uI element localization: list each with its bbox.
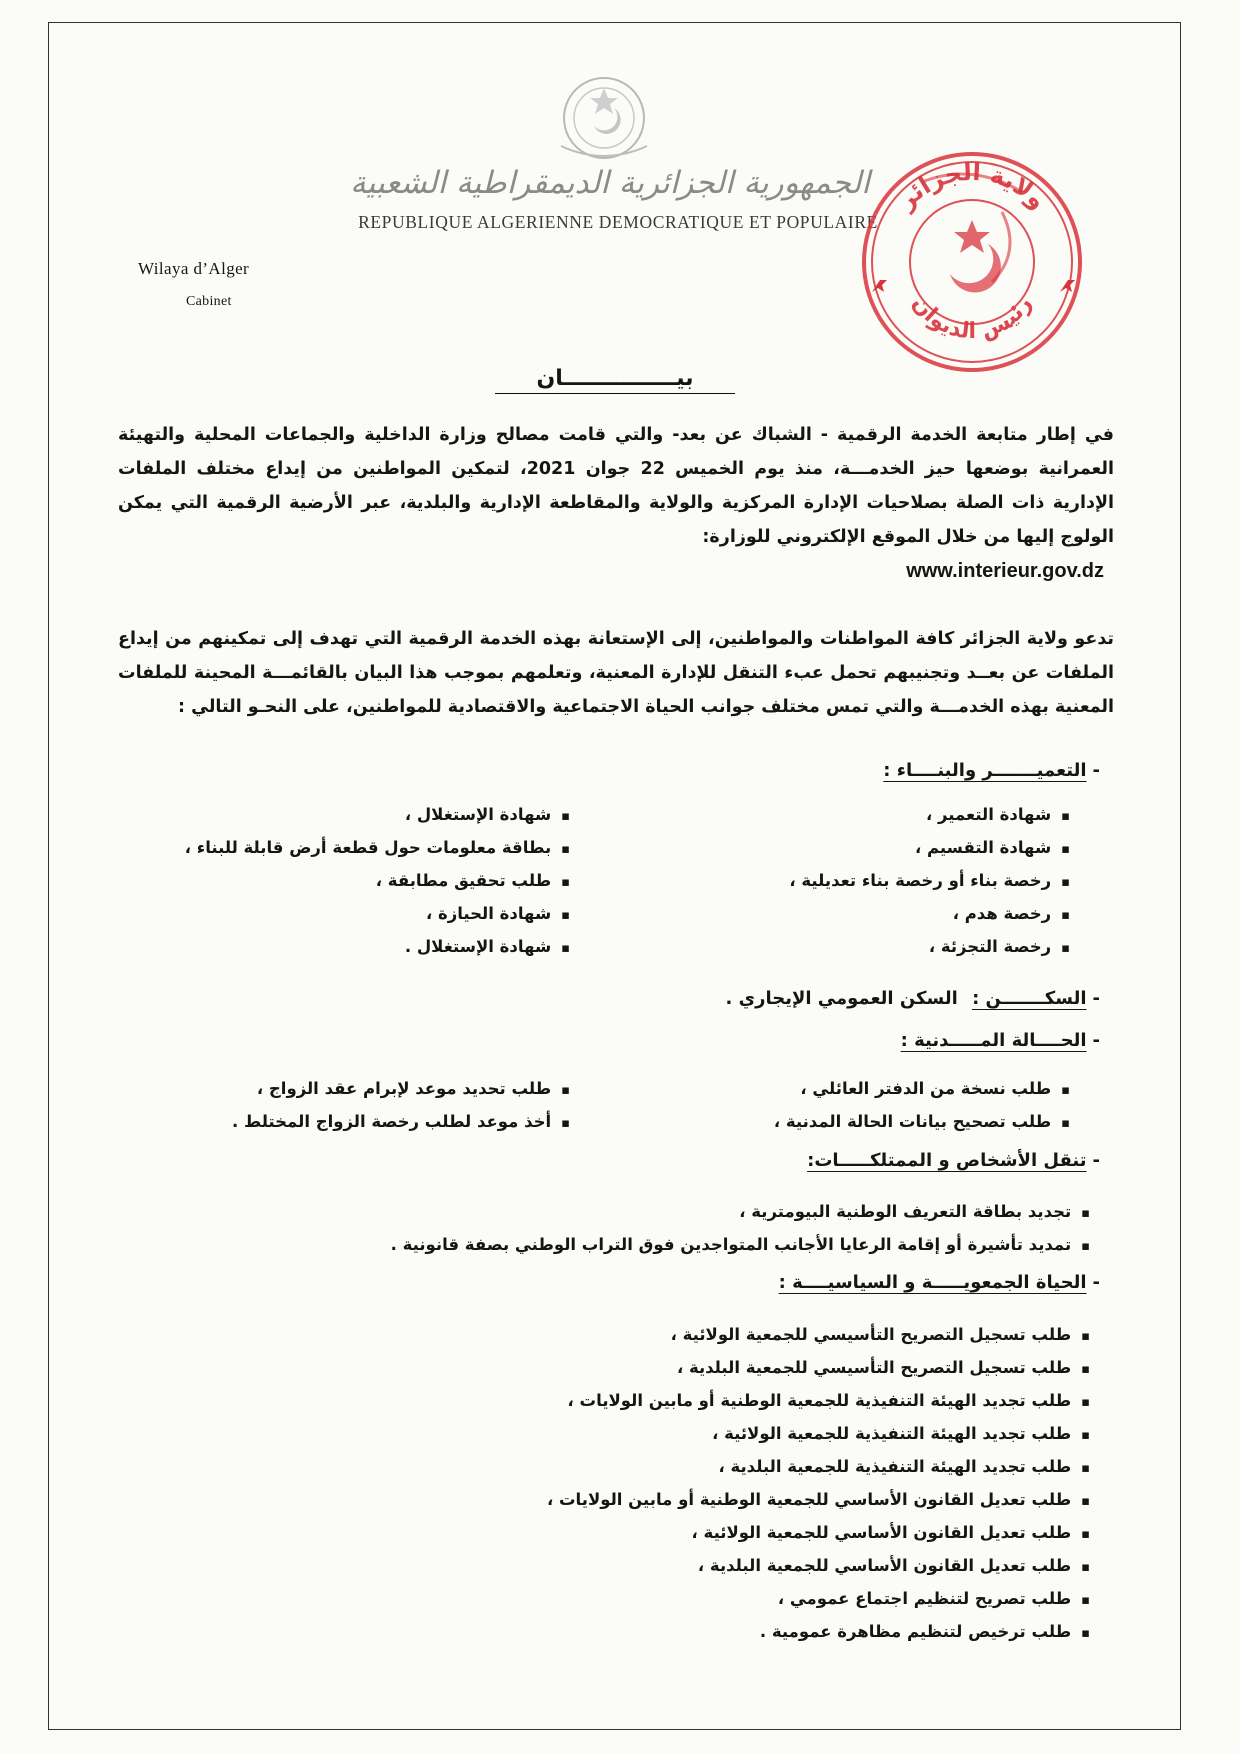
list-item: ▪ شهادة التعمير ، — [789, 798, 1070, 831]
list-item: ▪ شهادة الإستغلال ، — [185, 798, 570, 831]
stamp-top-text: ولاية الجزائر — [891, 157, 1053, 215]
associative-list — [547, 1318, 1090, 1648]
housing-text: السكن العمومي الإيجاري . — [725, 988, 958, 1009]
ministry-url[interactable]: www.interieur.gov.dz — [906, 560, 1104, 582]
wilaya-label: Wilaya d’Alger — [138, 259, 250, 278]
official-stamp — [852, 142, 1092, 382]
list-item: ▪ بطاقة معلومات حول قطعة أرض قابلة للبناء ، — [185, 831, 570, 864]
list-item: ▪ طلب تجديد الهيئة التنفيذية للجمعية الوطنية أو مابين الولايات ، — [547, 1384, 1090, 1417]
arabic-republic-title: الجمهورية الجزائرية الديمقراطية الشعبية — [350, 165, 870, 201]
list-item: ▪ شهادة الحيازة ، — [185, 897, 570, 930]
section-heading-movement: -تنقل الأشخاص و الممتلكـــــات: — [807, 1150, 1100, 1171]
intro-text: في إطار متابعة الخدمة الرقمية - الشباك عن بعد- والتي قامت مصالح وزارة الداخلية والجماعات المحلية والتهيئة العمرانية بوضعها حيز الخدمـــة، منذ يوم الخميس 22 جوان 2021، لتمكين المواطنين من إيداع مختلف الملفات الإدارية ذات الصلة بصلاحيات الإدارة المركزية والولاية والمقاطعة الإدارية والبلدية، عبر الأرضية الرقمية التي يمكن الولوج إليها من خلال الموقع الإلكتروني للوزارة: — [118, 425, 1115, 547]
list-item: ▪ طلب تعديل القانون الأساسي للجمعية الوطنية أو مابين الولايات ، — [547, 1483, 1090, 1516]
list-item: ▪ رخصة هدم ، — [789, 897, 1070, 930]
section-heading-urbanism: -التعميـــــــر والبنــــاء : — [883, 760, 1100, 781]
list-item: ▪ طلب تعديل القانون الأساسي للجمعية الولائية ، — [547, 1516, 1090, 1549]
civil-list-right — [774, 1072, 1070, 1138]
list-item: ▪ رخصة التجزئة ، — [789, 930, 1070, 963]
list-item: ▪ شهادة التقسيم ، — [789, 831, 1070, 864]
stamp-star-icon — [954, 220, 990, 253]
list-item: ▪ طلب تحقيق مطابقة ، — [185, 864, 570, 897]
movement-list — [391, 1195, 1090, 1261]
document-title: بيـــــــــــــــان — [495, 366, 735, 394]
french-republic-title: REPUBLIQUE ALGERIENNE DEMOCRATIQUE ET POPULAIRE — [358, 212, 878, 232]
list-item: ▪ طلب تجديد الهيئة التنفيذية للجمعية البلدية ، — [547, 1450, 1090, 1483]
stamp-bottom-text: رئيس الديوان — [906, 291, 1037, 345]
urbanism-list-left — [185, 798, 570, 963]
list-item: ▪ طلب تسجيل التصريح التأسيسي للجمعية البلدية ، — [547, 1351, 1090, 1384]
list-item: ▪ طلب تحديد موعد لإبرام عقد الزواج ، — [232, 1072, 570, 1105]
list-item: ▪ طلب نسخة من الدفتر العائلي ، — [774, 1072, 1070, 1105]
list-item: ▪ أخذ موعد لطلب رخصة الزواج المختلط . — [232, 1105, 570, 1138]
section-heading-housing: -السكـــــــن : السكن العمومي الإيجاري . — [725, 988, 1100, 1009]
svg-text:رئيس الديوان — [907, 292, 1037, 345]
urbanism-list-right — [789, 798, 1070, 963]
national-emblem-icon — [537, 68, 671, 162]
svg-text:ولاية الجزائر — [891, 158, 1052, 215]
stamp-crescent-icon — [950, 244, 1001, 292]
list-item: ▪ رخصة بناء أو رخصة بناء تعديلية ، — [789, 864, 1070, 897]
section-heading-civil-status: -الحــــالة المـــــدنية : — [900, 1030, 1100, 1051]
list-item: ▪ شهادة الإستغلال . — [185, 930, 570, 963]
civil-list-left — [232, 1072, 570, 1138]
intro-paragraph — [118, 418, 1114, 588]
list-item: ▪ طلب ترخيص لتنظيم مظاهرة عمومية . — [547, 1615, 1090, 1648]
section-heading-associative: -الحياة الجمعويـــــة و السياسيــــة : — [778, 1272, 1100, 1293]
list-item: ▪ طلب تعديل القانون الأساسي للجمعية البلدية ، — [547, 1549, 1090, 1582]
list-item: ▪ تمديد تأشيرة أو إقامة الرعايا الأجانب المتواجدين فوق التراب الوطني بصفة قانونية . — [391, 1228, 1090, 1261]
list-item: ▪ طلب تسجيل التصريح التأسيسي للجمعية الولائية ، — [547, 1318, 1090, 1351]
list-item: ▪ تجديد بطاقة التعريف الوطنية البيومترية ، — [391, 1195, 1090, 1228]
cabinet-label: Cabinet — [186, 294, 232, 309]
list-item: ▪ طلب تجديد الهيئة التنفيذية للجمعية الولائية ، — [547, 1417, 1090, 1450]
invitation-paragraph: تدعو ولاية الجزائر كافة المواطنات والمواطنين، إلى الإستعانة بهذه الخدمة الرقمية التي تهدف إلى تمكينهم من إيداع الملفات عن بعــد وتجنيبهم تحمل عبء التنقل للإدارة المعنية، وتعلمهم بموجب هذا البيان بالقائمـــة المحينة للملفات المعنية بهذه الخدمـــة والتي تمس مختلف جوانب الحياة الاجتماعية والاقتصادية للمواطنين، على النحـو التالي : — [118, 629, 1114, 717]
list-item: ▪ طلب تصحيح بيانات الحالة المدنية ، — [774, 1105, 1070, 1138]
list-item: ▪ طلب تصريح لتنظيم اجتماع عمومي ، — [547, 1582, 1090, 1615]
